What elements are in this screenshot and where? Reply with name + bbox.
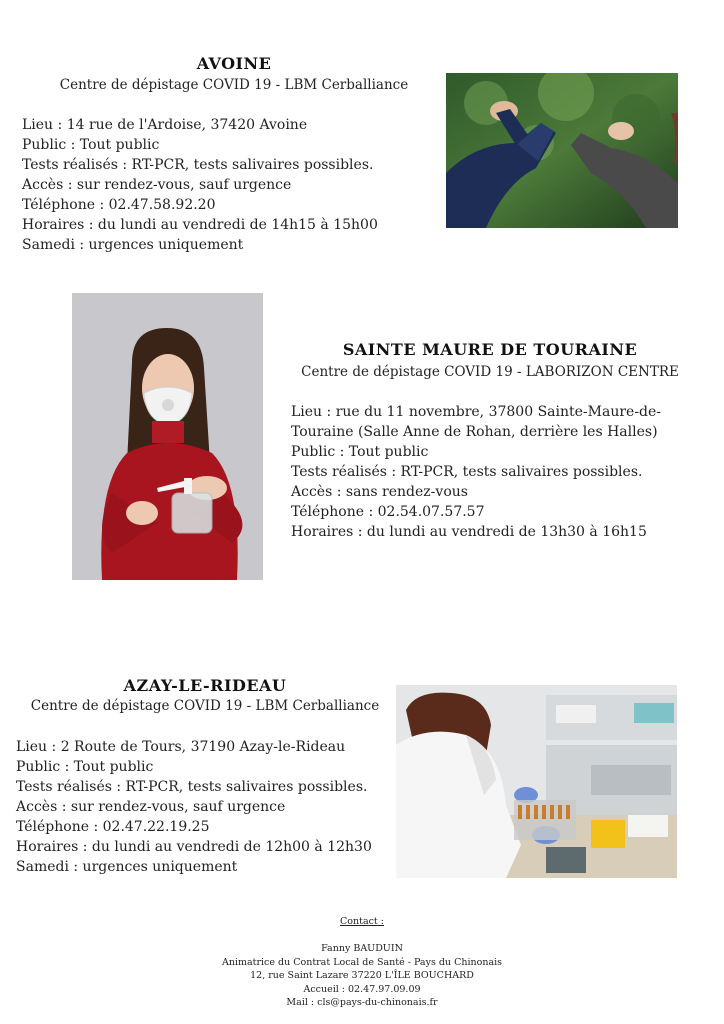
detail-line: Samedi : urgences uniquement: [22, 237, 244, 253]
contact-phone: Accueil : 02.47.97.09.09: [303, 983, 421, 995]
detail-line: Touraine (Salle Anne de Rohan, derrière les Halles): [291, 424, 658, 440]
contact-role: Animatrice du Contrat Local de Santé - Pays du Chinonais: [221, 956, 503, 968]
photo-elbow-greeting: [446, 73, 678, 228]
detail-line: Accès : sur rendez-vous, sauf urgence: [22, 177, 292, 193]
detail-line: Horaires : du lundi au vendredi de 12h00 à 12h30: [16, 839, 372, 855]
detail-line: Lieu : rue du 11 novembre, 37800 Sainte-Maure-de-: [291, 404, 662, 420]
photo-lab-technician: [396, 685, 677, 878]
section-subtitle-sainte-maure: Centre de dépistage COVID 19 - LABORIZON CENTRE: [301, 364, 679, 380]
contact-name: Fanny BAUDUIN: [321, 943, 403, 954]
contact-mail[interactable]: Mail : cls@pays-du-chinonais.fr: [286, 997, 438, 1008]
detail-line: Public : Tout public: [291, 444, 429, 460]
photo-woman-mask: [72, 293, 263, 580]
contact-heading: Contact :: [340, 916, 384, 927]
detail-line: Public : Tout public: [16, 759, 154, 775]
contact-block: [0, 915, 724, 1010]
detail-line: Lieu : 2 Route de Tours, 37190 Azay-le-Rideau: [16, 739, 346, 755]
detail-line: Lieu : 14 rue de l'Ardoise, 37420 Avoine: [22, 117, 308, 133]
detail-line: Tests réalisés : RT-PCR, tests salivaires possibles.: [22, 157, 374, 173]
detail-line: Samedi : urgences uniquement: [16, 859, 238, 875]
section-details-azay: [16, 737, 372, 877]
section-details-sainte-maure: [291, 402, 661, 542]
contact-address: 12, rue Saint Lazare 37220 L'ÎLE BOUCHARD: [250, 970, 474, 981]
section-subtitle-avoine: Centre de dépistage COVID 19 - LBM Cerballiance: [59, 77, 409, 93]
detail-line: Téléphone : 02.54.07.57.57: [291, 504, 485, 520]
section-subtitle-azay: Centre de dépistage COVID 19 - LBM Cerballiance: [30, 698, 380, 714]
detail-line: Accès : sans rendez-vous: [291, 484, 468, 500]
detail-line: Public : Tout public: [22, 137, 160, 153]
section-title-avoine: AVOINE: [196, 54, 272, 73]
section-title-sainte-maure: SAINTE MAURE DE TOURAINE: [342, 340, 638, 359]
section-details-avoine: [22, 115, 378, 255]
detail-line: Téléphone : 02.47.58.92.20: [22, 197, 216, 213]
detail-line: Accès : sur rendez-vous, sauf urgence: [16, 799, 286, 815]
detail-line: Tests réalisés : RT-PCR, tests salivaires possibles.: [16, 779, 368, 795]
detail-line: Tests réalisés : RT-PCR, tests salivaires possibles.: [291, 464, 643, 480]
detail-line: Téléphone : 02.47.22.19.25: [16, 819, 210, 835]
section-title-azay: AZAY-LE-RIDEAU: [123, 676, 287, 695]
detail-line: Horaires : du lundi au vendredi de 13h30 à 16h15: [291, 524, 647, 540]
detail-line: Horaires : du lundi au vendredi de 14h15 à 15h00: [22, 217, 378, 233]
